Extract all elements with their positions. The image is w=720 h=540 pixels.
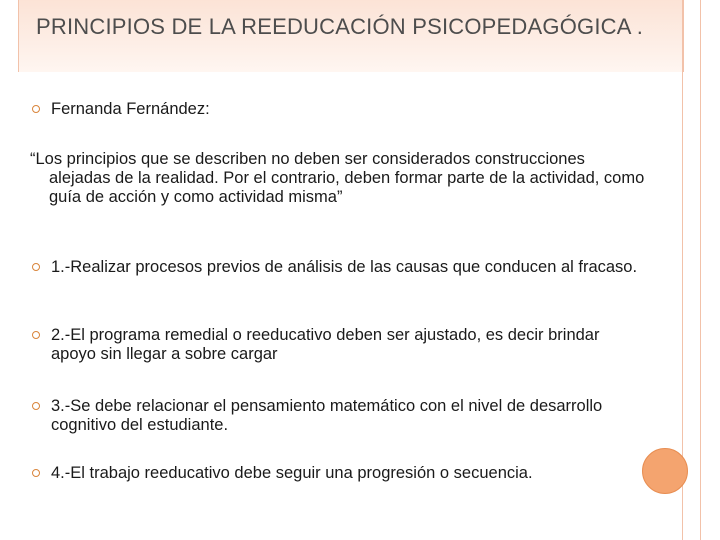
principle-text: 2.-El programa remedial o reeducativo deben ser ajustado, es decir brindar apoyo sin llegar a sobre cargar xyxy=(51,326,600,363)
principle-item-4 xyxy=(32,464,642,483)
bullet-marker-icon xyxy=(32,469,40,477)
slide-title: PRINCIPIOS DE LA REEDUCACIÓN PSICOPEDAGÓGICA . xyxy=(36,14,644,39)
quote-paragraph: “Los principios que se describen no deben ser considerados construcciones alejadas de la realidad. Por el contrario, deben formar parte de la actividad, como guía de acción y como actividad misma” xyxy=(30,150,645,206)
principle-item-3 xyxy=(32,397,642,435)
author-bullet xyxy=(32,100,642,119)
bullet-marker-icon xyxy=(32,263,40,271)
frame-line-outer xyxy=(700,0,701,540)
decorative-circle xyxy=(642,448,688,494)
principle-item-1 xyxy=(32,258,642,277)
bullet-marker-icon xyxy=(32,331,40,339)
principle-text: 3.-Se debe relacionar el pensamiento matemático con el nivel de desarrollo cognitivo del estudiante. xyxy=(51,397,603,434)
author-label: Fernanda Fernández: xyxy=(51,100,210,118)
bullet-marker-icon xyxy=(32,105,40,113)
principle-text: 4.-El trabajo reeducativo debe seguir una progresión o secuencia. xyxy=(51,464,533,482)
bullet-marker-icon xyxy=(32,402,40,410)
principle-item-2 xyxy=(32,326,642,364)
principle-text: 1.-Realizar procesos previos de análisis de las causas que conducen al fracaso. xyxy=(51,258,638,276)
